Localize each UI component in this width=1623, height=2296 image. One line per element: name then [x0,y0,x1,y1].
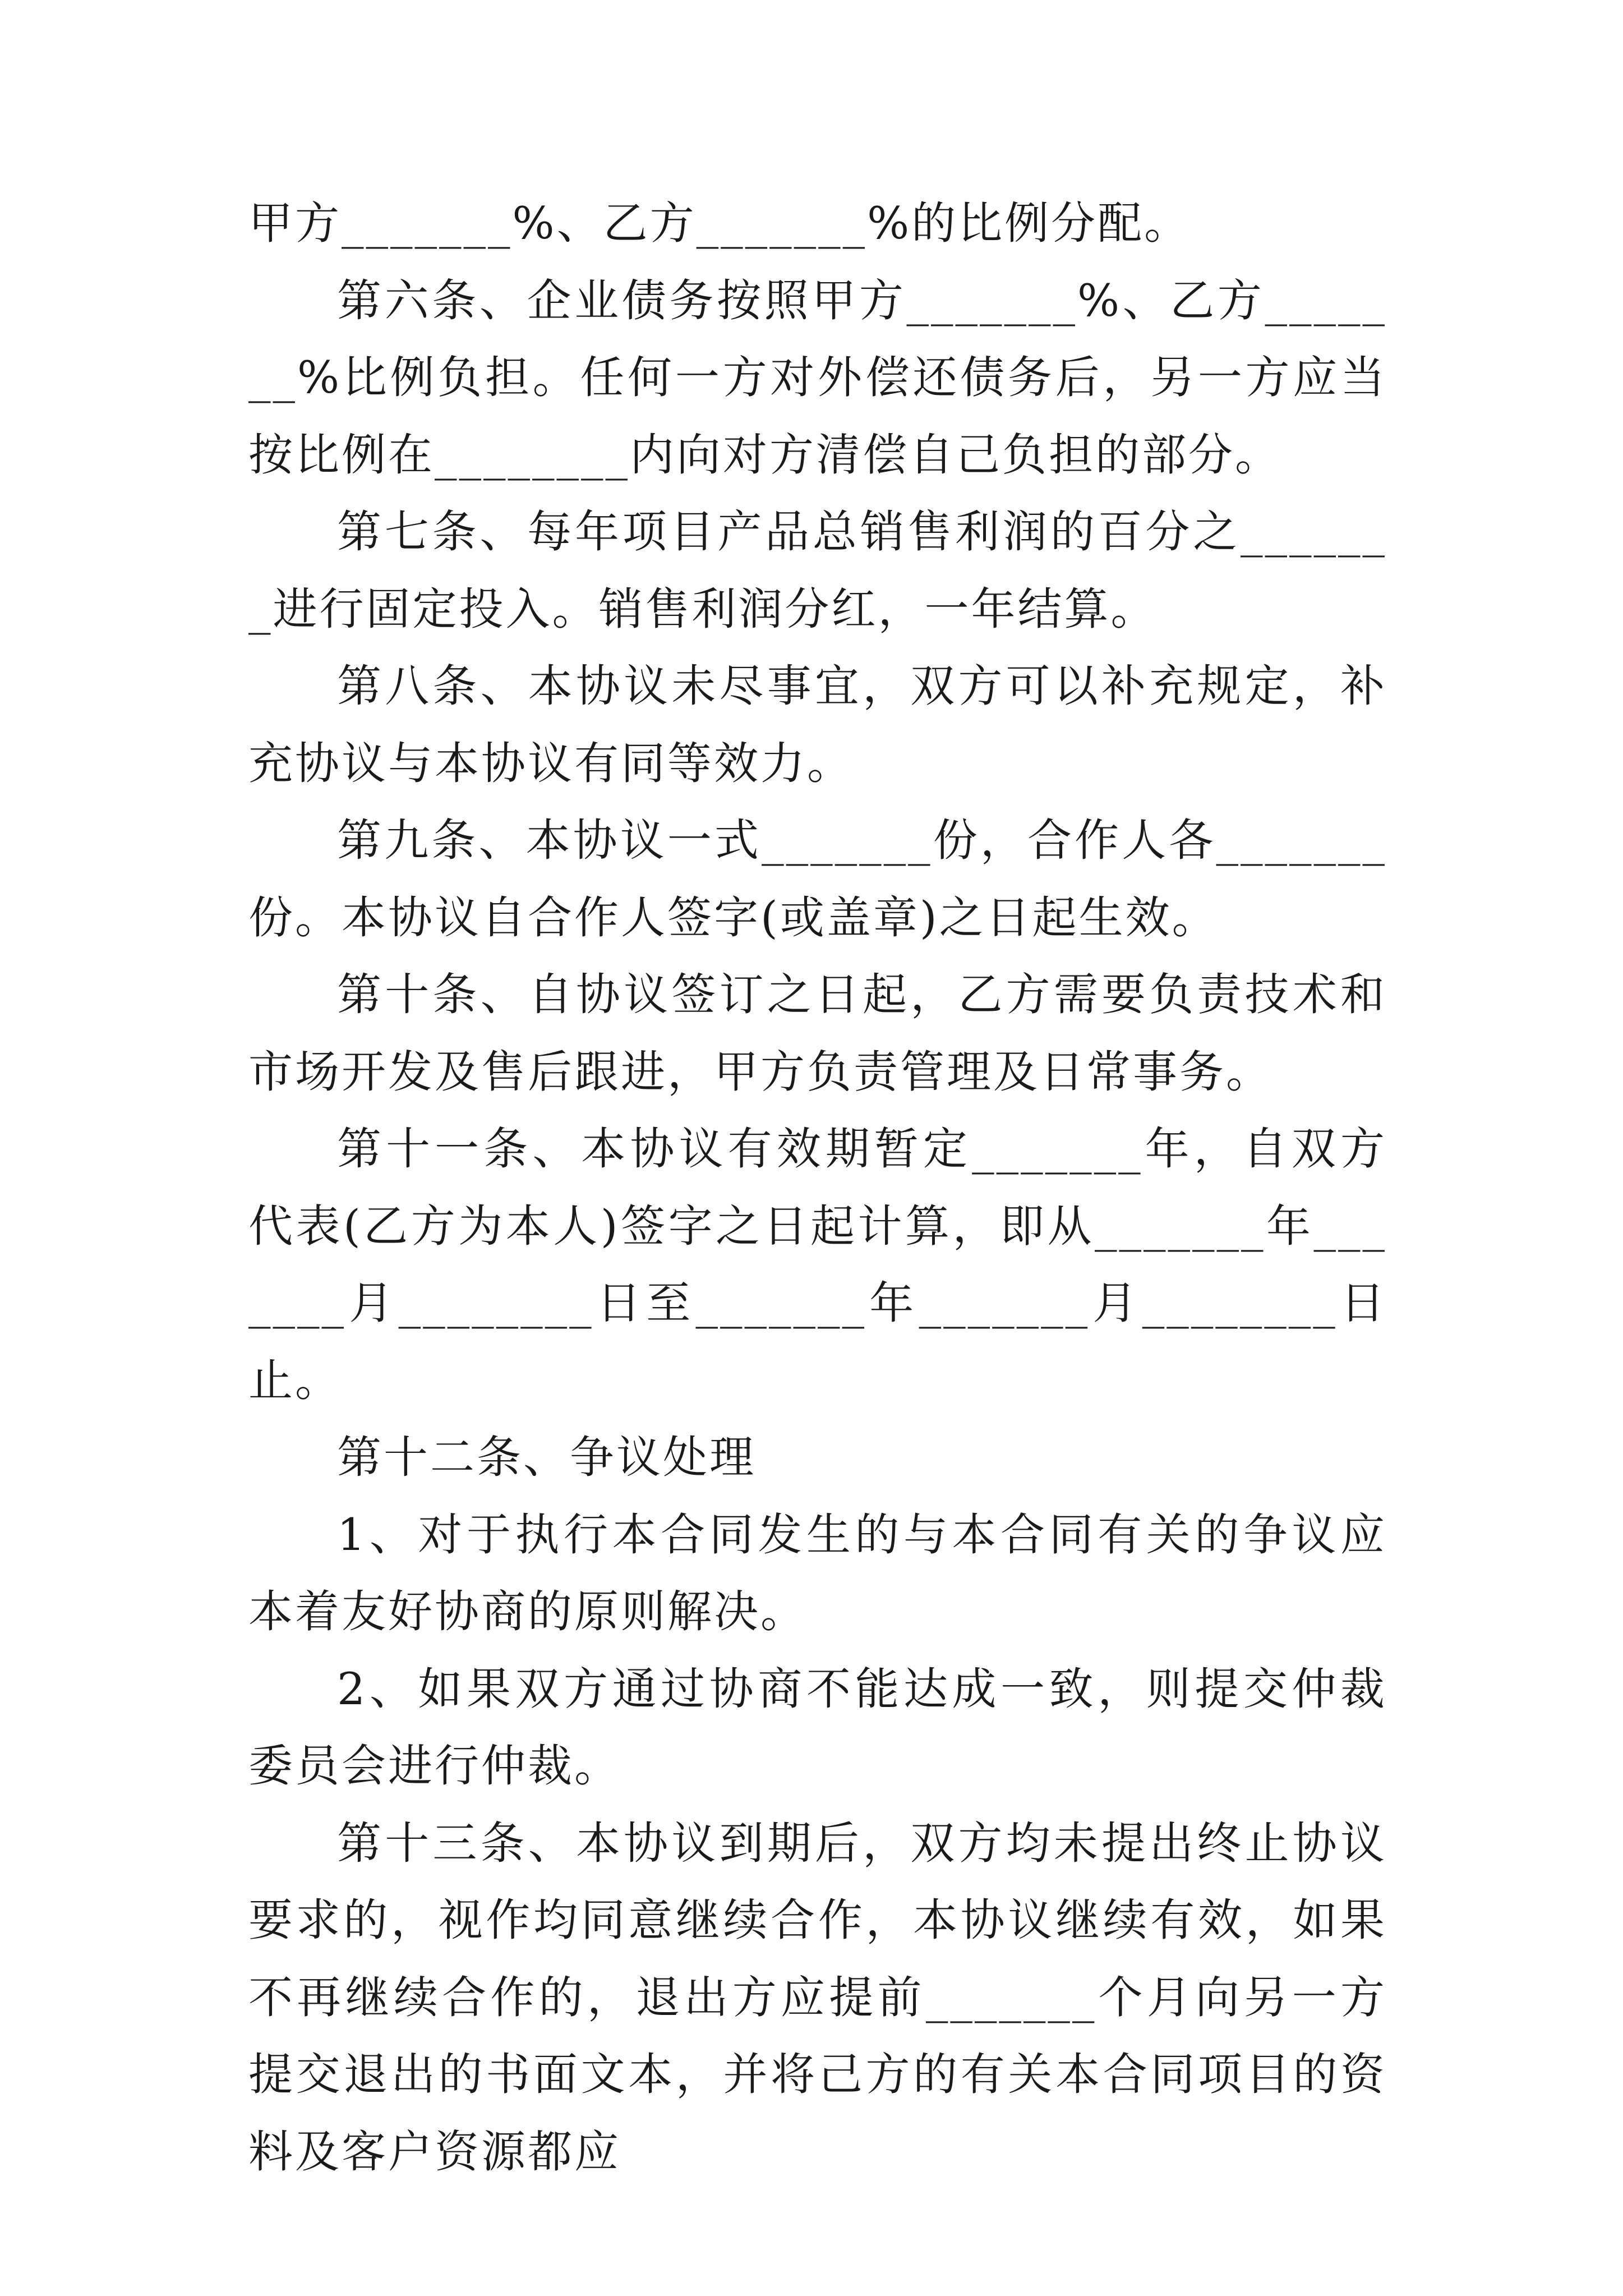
paragraph-article-12-item-1: 1、对于执行本合同发生的与本合同有关的争议应本着友好协商的原则解决。 [248,1508,1387,1637]
paragraph-article-10: 第十条、自协议签订之日起，乙方需要负责技术和市场开发及售后跟进，甲方负责管理及日常事务。 [248,969,1387,1098]
paragraph-article-11: 第十一条、本协议有效期暂定_______年，自双方代表(乙方为本人)签字之日起计算，即从_______年_______月________日至_______年_______月________日止。 [248,1123,1387,1406]
paragraph-article-9: 第九条、本协议一式_______份，合作人各_______份。本协议自合作人签字(或盖章)之日起生效。 [248,815,1387,944]
paragraph-article-12: 第十二条、争议处理 [337,1432,756,1483]
paragraph-article-7: 第七条、每年项目产品总销售利润的百分之_______进行固定投入。销售利润分红，一年结算。 [248,506,1387,635]
paragraph-profit-ratio: 甲方_______%、乙方_______%的比例分配。 [248,197,1191,249]
paragraph-article-6: 第六条、企业债务按照甲方_______%、乙方_______%比例负担。任何一方对外偿还债务后，另一方应当按比例在________内向对方清偿自己负担的部分。 [248,274,1387,481]
paragraph-article-13: 第十三条、本协议到期后，双方均未提出终止协议要求的，视作均同意继续合作，本协议继续有效，如果不再继续合作的，退出方应提前_______个月向另一方提交退出的书面文本，并将己方的有关本合同项目的资料及客户资源都应 [248,1817,1387,2178]
paragraph-article-8: 第八条、本协议未尽事宜，双方可以补充规定，补充协议与本协议有同等效力。 [248,660,1387,789]
paragraph-article-12-item-2: 2、如果双方通过协商不能达成一致，则提交仲裁委员会进行仲裁。 [248,1663,1387,1792]
document-body [248,185,1387,2191]
